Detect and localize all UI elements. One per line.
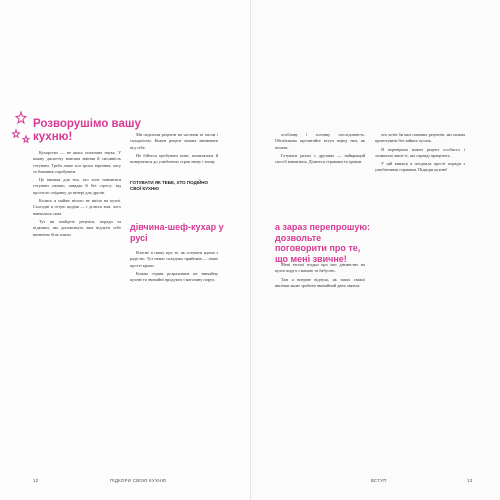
paragraph: Ми поділили рецепти на частини за часом і складністю. Кожен рецепт можна змінювати під себе. <box>130 132 218 150</box>
text-column-2 <box>130 132 218 167</box>
paragraph: Власне я пишу про те, як готувати вдома з радістю. Тут немає складних прийомів — лише прості кроки. <box>130 250 218 268</box>
text-column-4 <box>375 132 465 176</box>
paragraph: особливу і головну послідовність. Обов'язково прочитайте вступ перед тим, як почати. <box>275 132 365 150</box>
paragraph: Це книжка для тих, хто хоче навчитися готувати смачно, швидко й без стресу: від простого сніданку до вечері для друзів. <box>33 177 121 195</box>
paragraph: Кухарство — не якась потаємна наука. У кожну диспетчу вписана вміння й сміливість готувати. Треба лише хоч трохи терпіння, часу та бажання спробувати. <box>33 150 121 174</box>
subheading: а зараз перепрошую: дозвольте поговорити про те, що мені звичне! <box>275 222 371 264</box>
stars-decoration-icon <box>10 110 32 146</box>
paragraph: Тут ви знайдете рецепти, поради та підказки, які допоможуть вам відчути себе впевнено біля плити. <box>33 218 121 237</box>
text-column-3 <box>275 132 365 167</box>
paragraph: Не бійтеся пробувати нове, помилятися й повертатися до улюблених страв знову і знову. <box>130 152 218 165</box>
page-number: 13 <box>467 478 473 483</box>
running-title: ПІДКОРИ СВОЮ КУХНЮ <box>110 478 167 483</box>
text-column-3b <box>275 262 365 291</box>
paragraph: Колись я майже нічого не вміла на кухні. Сьогодні я готую щодня — і ділюся тим, чого навчилася сама. <box>33 198 121 216</box>
paragraph: Готувати разом з друзями — найкращий спосіб навчитися. Ділитеся стравами та ідеями. <box>275 152 365 165</box>
paragraph: Кожна страва розрахована на звичайну кухню та звичайні продукти з магазину поруч. <box>130 270 218 283</box>
caps-subheading: ГОТУВАТИ ЯК ТЕБЕ, ХТО ПОДІЙНО СВОЇ КУХНЮ <box>130 180 209 191</box>
page-number: 12 <box>33 478 39 483</box>
paragraph: хто хотів би вам смачних рецептів, які можна приготувати без зайвих зусиль. <box>375 132 465 144</box>
subheading: дівчина-шеф-кухар у русі <box>130 222 224 243</box>
page-heading: Розворушімо вашу кухню! <box>33 118 141 143</box>
paragraph: У цій книжці я поєднала прості поради з улюбленими стравами. Підкори кухню! <box>375 161 465 173</box>
paragraph: Там я вперше відчула, як запах свіжої випічки може зробити звичайний день святом. <box>275 276 365 288</box>
text-column-2b <box>130 250 218 285</box>
paragraph: Я перевірила кожен рецепт особисто і залишила лише ті, які справді працюють. <box>375 146 465 158</box>
running-title: ВСТУП <box>371 478 387 483</box>
right-page <box>250 0 500 500</box>
text-column-1 <box>33 150 121 240</box>
paragraph: Мені теплої згадки про моє дитинство на кухні поруч з мамою та бабусею. <box>275 262 365 274</box>
